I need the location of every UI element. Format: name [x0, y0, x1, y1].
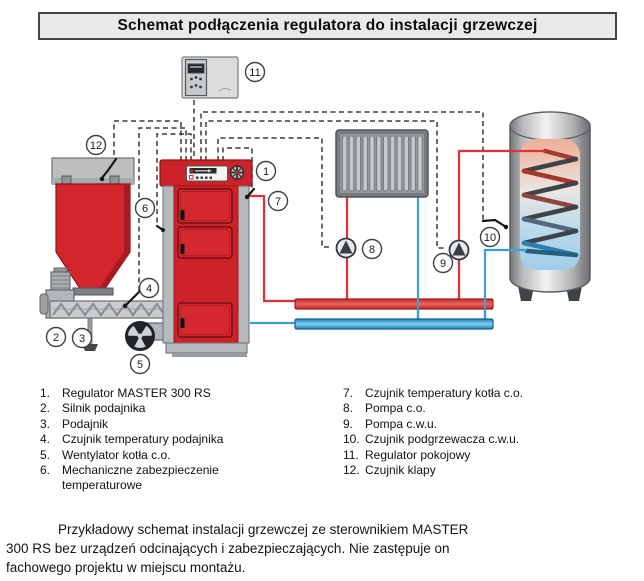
callout-7 — [269, 192, 288, 211]
boiler-column-left — [163, 186, 174, 343]
caption-line-2: 300 RS bez urządzeń odcinających i zabezpieczających. Nie zastępuje on — [6, 541, 450, 556]
hot-water-tank — [510, 112, 590, 301]
svg-text:12: 12 — [89, 140, 103, 152]
tank-sensor-icon — [483, 220, 506, 227]
callout-1 — [257, 162, 276, 181]
svg-text:4: 4 — [145, 283, 153, 295]
pump-cwu — [450, 241, 469, 260]
svg-text:8: 8 — [368, 244, 376, 256]
supply-pipe — [295, 299, 493, 309]
callout-5 — [131, 355, 150, 374]
legend-item-1: 1. Regulator MASTER 300 RS — [40, 386, 211, 400]
boiler-fan — [126, 323, 165, 350]
room-regulator — [182, 57, 238, 98]
legend-item-9: 9. Pompa c.w.u. — [343, 416, 438, 431]
boiler — [160, 160, 252, 357]
legend-item-6: 6. Mechaniczne zabezpieczenie temperaturowe — [40, 463, 219, 493]
caption-line-1: Przykładowy schemat instalacji grzewczej ze sterownikiem MASTER — [58, 522, 469, 537]
legend-item-2: 2. Silnik podajnika — [40, 401, 146, 416]
radiator — [336, 130, 428, 197]
callout-3 — [73, 329, 92, 348]
svg-text:11: 11 — [249, 67, 261, 79]
callout-4 — [140, 279, 159, 298]
legend-item-3: 3. Podajnik — [40, 416, 109, 431]
svg-text:1: 1 — [262, 166, 270, 178]
svg-text:5: 5 — [136, 359, 144, 371]
svg-text:3: 3 — [78, 333, 86, 345]
svg-text:9: 9 — [439, 258, 447, 270]
caption-line-3: fachowego projektu w miejscu montażu. — [6, 560, 246, 575]
svg-text:6: 6 — [141, 203, 149, 215]
wire-sensor-12 — [114, 121, 181, 161]
pump-co — [337, 239, 356, 258]
hopper-flange — [73, 288, 113, 295]
legend-item-12: 12. Czujnik klapy — [343, 463, 436, 478]
boiler-plinth — [166, 343, 247, 353]
legend-item-8: 8. Pompa c.o. — [343, 401, 426, 416]
callout-12 — [87, 136, 106, 155]
legend-right — [343, 386, 623, 478]
svg-text:2: 2 — [52, 332, 60, 344]
callout-2 — [47, 328, 66, 347]
boiler-control-panel — [187, 166, 228, 181]
legend-item-10: 10. Czujnik podgrzewacza c.w.u. — [343, 432, 520, 447]
callout-6 — [136, 199, 155, 218]
page-title: Schemat podłączenia regulatora do instalacji grzewczej — [38, 12, 617, 40]
legend-item-11: 11. Regulator pokojowy — [343, 447, 471, 462]
panel-knob-icon — [231, 166, 244, 179]
legend-item-7: 7. Czujnik temperatury kotła c.o. — [343, 386, 524, 400]
boiler-column-right — [238, 186, 249, 343]
svg-text:7: 7 — [274, 196, 282, 208]
return-pipe — [295, 319, 493, 329]
callout-8 — [363, 240, 382, 259]
heating-schematic — [0, 45, 644, 385]
legend-item-5: 5. Wentylator kotła c.o. — [40, 447, 171, 462]
legend-item-4: 4. Czujnik temperatury podajnika — [40, 432, 224, 447]
callout-9 — [434, 254, 453, 273]
regulator-display — [188, 64, 204, 73]
caption — [6, 520, 622, 577]
callout-11 — [246, 63, 265, 82]
callout-10 — [481, 228, 500, 247]
svg-text:10: 10 — [483, 232, 497, 244]
legend-left — [40, 386, 302, 494]
feeder-motor — [51, 272, 70, 292]
